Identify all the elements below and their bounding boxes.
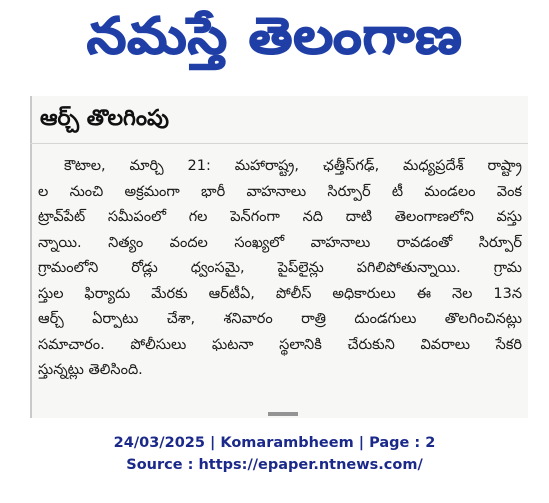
- clipping-left-border: [30, 96, 32, 418]
- masthead: [0, 0, 549, 84]
- article-line: ఆర్చ్ ఏర్పాటు చేశా, శనివారం రాత్రి దుండగులు తొలగించినట్లు: [38, 311, 522, 327]
- edition-info: 24/03/2025 | Komarambheem | Page : 2: [113, 435, 436, 451]
- clipping-cut-mark: [268, 412, 298, 416]
- article-line: కౌటాల, మార్చి 21: మహారాష్ట్ర, ఛత్తీస్‌గఢ్, మధ్యప్రదేశ్ రాష్ట్రా: [64, 158, 522, 174]
- newspaper-logo: నమస్తే తెలంగాణ: [86, 6, 463, 65]
- news-clipping: [30, 96, 528, 418]
- headline-divider: [30, 143, 528, 144]
- article-body: [38, 154, 522, 384]
- article-line: స్తుల ఫిర్యాదు మేరకు ఆర్‌టీఏ, పోలీస్ అధికారులు ఈ నెల 13న: [38, 285, 522, 302]
- article-line: స్తున్నట్లు తెలిసింది.: [38, 362, 143, 378]
- article-line: ట్రావ్‌పేట్ సమీపంలో గల పెన్‌గంగా నది దాటి తెలంగాణలోని వస్తు: [38, 209, 522, 225]
- source-url: Source : https://epaper.ntnews.com/: [126, 457, 423, 473]
- article-line: గ్రామంలోని రోడ్లు ధ్వంసమై, పైప్‌లైన్లు పగిలిపోతున్నాయి. గ్రామ: [38, 260, 522, 276]
- article-line: సమాచారం. పోలీసులు ఘటనా స్థలానికి చేరుకుని వివరాలు సేకరి: [38, 336, 522, 353]
- article-headline: ఆర్చ్ తొలగింపు: [40, 106, 169, 131]
- article-line: ల నుంచి అక్రమంగా భారీ వాహనాలు సిర్పూర్ టీ మండలం వెంక: [38, 183, 522, 200]
- article-line: న్నాయి. నిత్యం వందల సంఖ్యలో వాహనాలు రావడంతో సిర్పూర్: [38, 234, 522, 251]
- page-footer: [0, 432, 549, 476]
